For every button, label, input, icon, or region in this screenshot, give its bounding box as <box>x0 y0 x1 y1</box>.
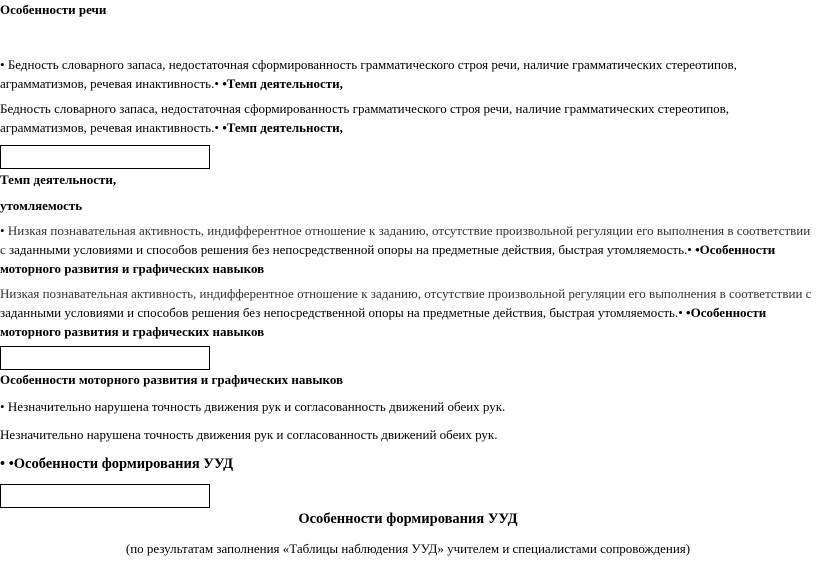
heading-fatigue: утомляемость <box>0 198 83 213</box>
bullet-icon: • <box>0 57 5 72</box>
bullet-icon: • <box>8 456 14 472</box>
heading-motor: Особенности моторного развития и графических навыков <box>0 372 344 387</box>
uud-inline-heading <box>0 455 233 474</box>
tempo-inline-2: •Темп деятельности, <box>222 120 343 135</box>
bullet-icon: • <box>678 305 683 320</box>
motor-inline-2: •Особенности моторного развития и графических навыков <box>0 305 767 339</box>
activity-text-gray-2: Низкая познавательная активность, индифферентное отношение к заданию, отсутствие произвольной регуляции его выполнения в соответствии с <box>0 286 812 301</box>
uud-heading: Особенности формирования УУД <box>298 511 518 527</box>
speech-text-1: Бедность словарного запаса, недостаточная сформированность грамматического строя речи, наличие грамматических стереотипов, аграмматизмов, речевая инактивность. <box>0 57 737 91</box>
speech-text-2: Бедность словарного запаса, недостаточная сформированность грамматического строя речи, наличие грамматических стереотипов, аграмматизмов, речевая инактивность. <box>0 101 730 135</box>
bullet-icon: • <box>0 223 5 238</box>
activity-text-gray-1: Низкая познавательная активность, индифферентное отношение к заданию, отсутствие произвольной регуляции его выполнения в соответствии с <box>0 223 811 257</box>
heading-speech: Особенности речи <box>0 2 107 17</box>
motor-inline-1: •Особенности моторного развития и графических навыков <box>0 242 776 276</box>
activity-text-black-2: заданными условиями и способов решения без непосредственной опоры на предметные действия, быстрая утомляемость. <box>0 305 679 320</box>
uud-subtitle: (по результатам заполнения «Таблицы наблюдения УУД» учителем и специалистами сопровождения) <box>125 541 691 556</box>
speech-item-2 <box>0 99 814 137</box>
empty-text-box-2 <box>0 346 210 370</box>
empty-text-box-3 <box>0 484 210 508</box>
motor-text-1: Незначительно нарушена точность движения рук и согласованность движений обеих рук. <box>7 399 506 414</box>
heading-tempo: Темп деятельности, <box>0 172 117 187</box>
bullet-icon: • <box>0 399 5 414</box>
motor-item-1 <box>0 397 505 416</box>
bullet-icon: • <box>214 76 219 91</box>
speech-item-1 <box>0 55 814 93</box>
activity-text-black-1: заданными условиями и способов решения без непосредственной опоры на предметные действия, быстрая утомляемость. <box>9 242 688 257</box>
motor-text-2: Незначительно нарушена точность движения рук и согласованность движений обеих рук. <box>0 427 498 442</box>
bullet-icon: • <box>214 120 219 135</box>
bullet-icon: • <box>687 242 692 257</box>
empty-text-box-1 <box>0 145 210 169</box>
motor-item-2 <box>0 425 498 444</box>
tempo-inline-1: •Темп деятельности, <box>222 76 343 91</box>
activity-item-2 <box>0 284 814 341</box>
bullet-icon: • <box>0 456 6 472</box>
uud-inline-title: Особенности формирования УУД <box>13 456 234 472</box>
activity-item-1 <box>0 221 814 278</box>
